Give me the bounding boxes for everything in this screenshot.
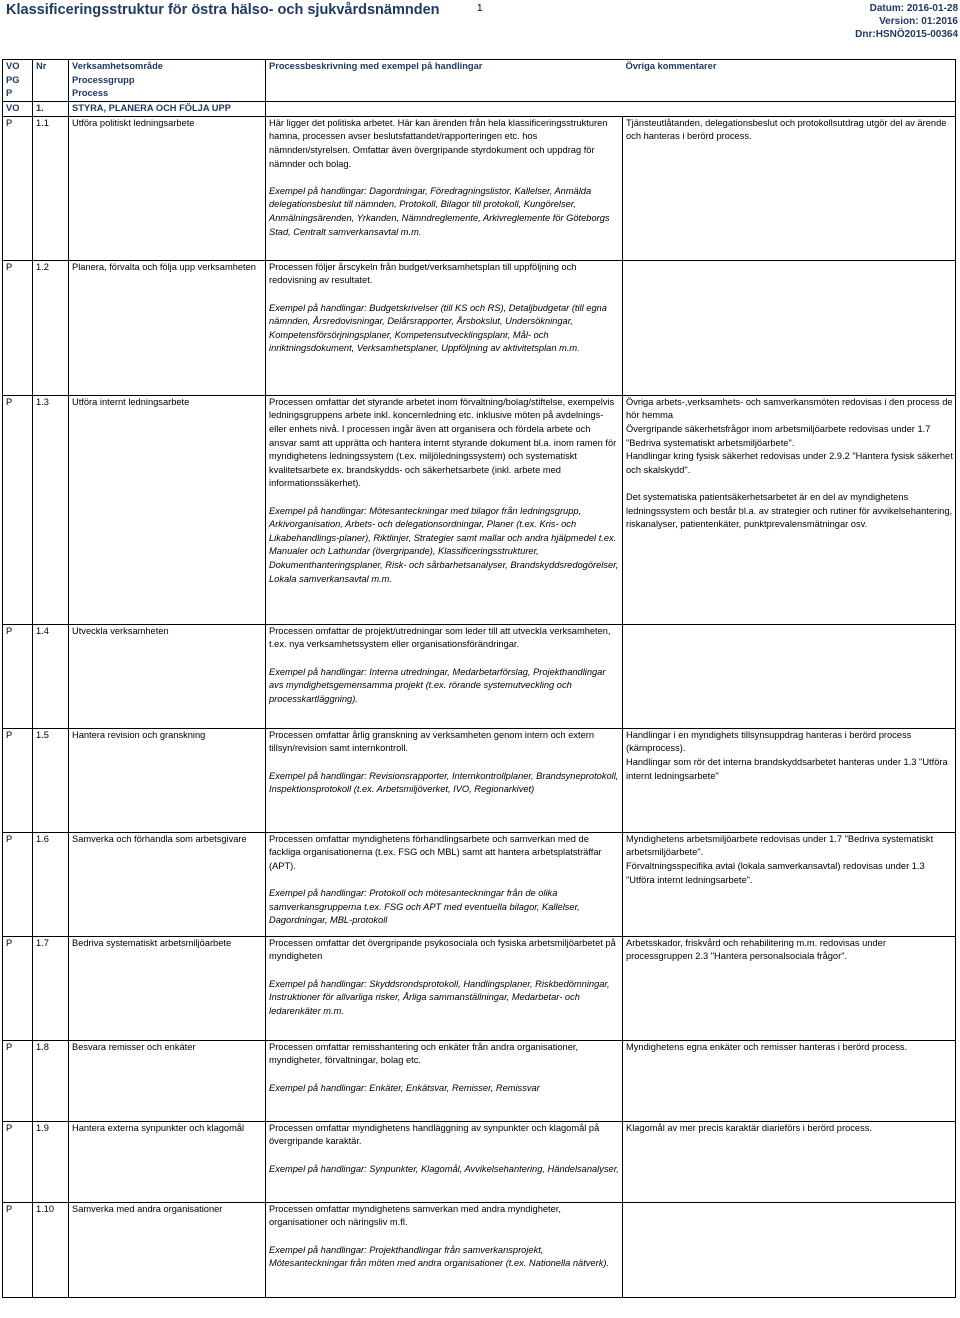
row-level: P xyxy=(3,260,33,395)
comment-paragraph: Förvaltningsspecifika avtal (lokala samverkansavtal) redovisas under 1.3 "Utföra internt ledningsarbete". xyxy=(626,860,925,885)
row-nr: 1.2 xyxy=(33,260,69,395)
process-description: Processen omfattar remisshantering och enkäter från andra organisationer, myndigheter, förvaltningar, bolag etc. xyxy=(269,1041,579,1066)
row-nr: 1.5 xyxy=(33,728,69,832)
comment-paragraph: Handlingar som rör det interna brandskyddsarbetet hanteras under 1.3 "Utföra internt ledningsarbete" xyxy=(626,756,948,781)
document-meta xyxy=(855,2,958,41)
handling-examples: Exempel på handlingar: Mötesanteckningar med bilagor från ledningsgrupp, Arkivorganisation, Arbets- och delegationsordningar, Planer (t.ex. Kris- och Likabehandlings-planer), Riktlinjer, Strategier samt mallar och andra hjälpmedel t.ex. Manualer och Lathundar (övergripande), Klassificeringsstrukturer, Dokumenthanteringsplaner, Risk- och sårbarhetsanalyser, Brandskyddsredogörelser, Lokala samverkansavtal m.m. xyxy=(269,505,619,584)
comment-paragraph: Det systematiska patientsäkerhetsarbetet är en del av myndighetens ledningssystem och består bl.a. av strategier och rutiner för avvikelsehantering, riskanalyser, patientenkäter, punktprevalensmätningar osv. xyxy=(626,491,953,530)
comment-paragraph: Övriga arbets-,verksamhets- och samverkansmöten redovisas i den process de hör hemma xyxy=(626,396,953,421)
table-row xyxy=(3,936,956,1040)
row-description-cell xyxy=(266,624,623,728)
table-row xyxy=(3,1121,956,1202)
section-nr: 1. xyxy=(33,101,69,116)
process-description: Processen omfattar myndighetens samverkan med andra myndigheter, organisationer och näringsliv m.fl. xyxy=(269,1203,561,1228)
row-level: P xyxy=(3,936,33,1040)
row-nr: 1.10 xyxy=(33,1202,69,1297)
process-description: Processen omfattar det övergripande psykosociala och fysiska arbetsmiljöarbetet på myndigheten xyxy=(269,937,616,962)
process-description: Processen omfattar myndighetens förhandlingsarbete och samverkan med de fackliga organisationerna (t.ex. FSG och MBL) samt att hantera arbetsplatsträffar (APT). xyxy=(269,833,602,871)
comment-paragraph: Tjänsteutlåtanden, delegationsbeslut och protokollsutdrag utgör del av ärende och hanteras i berörd process. xyxy=(626,117,947,142)
header-level-cell xyxy=(3,60,33,102)
row-description-cell xyxy=(266,936,623,1040)
process-description: Processen följer årscykeln från budget/verksamhetsplan till uppföljning och redovisning av resultatet. xyxy=(269,261,577,286)
handling-examples: Exempel på handlingar: Revisionsrapporter, Internkontrollplaner, Brandsyneprotokoll, Inspektionsprotokoll (t.ex. Arbetsmiljöverket, IVO, Regionarkivet) xyxy=(269,770,619,795)
row-level: P xyxy=(3,1121,33,1202)
row-process-name: Samverka med andra organisationer xyxy=(69,1202,266,1297)
handling-examples: Exempel på handlingar: Protokoll och mötesanteckningar från de olika samverkansgrupperna t.ex. FSG och APT med eventuella bilagor, Kallelser, Dagordningar, MBL-protokoll xyxy=(269,888,580,926)
row-comments-cell xyxy=(623,832,956,936)
row-nr: 1.1 xyxy=(33,116,69,260)
header-process: Process xyxy=(72,88,109,99)
row-comments-cell xyxy=(623,1040,956,1121)
table-row xyxy=(3,116,956,260)
row-level: P xyxy=(3,1202,33,1297)
row-description-cell xyxy=(266,395,623,624)
row-description-cell xyxy=(266,260,623,395)
table-row xyxy=(3,832,956,936)
handling-examples: Exempel på handlingar: Skyddsrondsprotokoll, Handlingsplaner, Riskbedömningar, Instruktioner för allvarliga risker, Årliga sammanställningar, Medarbetar- och ledarenkäter m.m. xyxy=(269,978,610,1016)
header-nr: Nr xyxy=(33,60,69,102)
comment-paragraph: Övergripande säkerhetsfrågor inom arbetsmiljöarbete redovisas under 1.7 "Bedriva systematiskt arbetsmiljöarbete". xyxy=(626,423,931,448)
page-number: 1 xyxy=(477,3,483,14)
handling-examples: Exempel på handlingar: Synpunkter, Klagomål, Avvikelsehantering, Händelsanalyser, xyxy=(269,1163,619,1174)
process-description: Processen omfattar myndighetens handläggning av synpunkter och klagomål på övergripande karaktär. xyxy=(269,1122,600,1147)
row-description-cell xyxy=(266,1040,623,1121)
comment-paragraph: Handlingar kring fysisk säkerhet redovisas under 2.9.2 "Hantera fysisk säkerhet och skalskydd". xyxy=(626,451,953,475)
table-row xyxy=(3,1202,956,1297)
row-comments-cell xyxy=(623,936,956,1040)
table-row xyxy=(3,1040,956,1121)
handling-examples: Exempel på handlingar: Interna utredningar, Medarbetarförslag, Projekthandlingar avs myndighetsgemensamma projekt (t.ex. rörande systemutveckling och processkartläggning). xyxy=(269,666,606,704)
row-level: P xyxy=(3,395,33,624)
process-description: Processen omfattar det styrande arbetet inom förvaltning/bolag/stiftelse, exempelvis ledningsgruppens arbete inkl. koncernledning etc. inklusive möten på avdelnings- eller enhets nivå. I processen ingår även att organisera och fördela arbete och ansvar samt att upprätta och hantera internt styrande dokument bl.a. inom ramen för myndighetens ledningssystem (t.ex. miljöledningssystem) och systematiskt kvalitetsarbete ex. brandskydds- och säkerhetsarbete (inkl. arbete med informationssäkerhet). xyxy=(269,396,617,489)
row-process-name: Hantera revision och granskning xyxy=(69,728,266,832)
document-title: Klassificeringsstruktur för östra hälso- och sjukvårdsnämnden xyxy=(6,2,440,18)
row-nr: 1.9 xyxy=(33,1121,69,1202)
handling-examples: Exempel på handlingar: Enkäter, Enkätsvar, Remisser, Remissvar xyxy=(269,1082,540,1093)
table-row xyxy=(3,395,956,624)
comment-paragraph: Handlingar i en myndighets tillsynsuppdrag hanteras i berörd process (kärnprocess). xyxy=(626,729,912,754)
header-comments: Övriga kommentarer xyxy=(623,60,956,102)
handling-examples: Exempel på handlingar: Budgetskrivelser (till KS och RS), Detaljbudgetar (till egna nämnden, Årsredovisningar, Delårsrapporter, Årsbokslut, Undersökningar, Kompetensförsörjningsplaner, Kompetensutvecklingsplanr, Mål- och inriktningsdokument, Verksamhetsplaner, Uppföljning av aktivitetsplan m.m. xyxy=(269,302,607,354)
header-area-cell xyxy=(69,60,266,102)
row-nr: 1.6 xyxy=(33,832,69,936)
handling-examples: Exempel på handlingar: Dagordningar, Föredragningslistor, Kallelser, Anmälda delegationsbeslut till nämnden, Protokoll, Bilagor till protokoll, Kungörelser, Anmälningsärenden, Yrkanden, Nämndreglemente, Arkivreglemente för Göteborgs Stad, Centralt samverkansavtal m.m. xyxy=(269,185,610,237)
table-row xyxy=(3,624,956,728)
document-date: Datum: 2016-01-28 xyxy=(869,3,958,14)
row-comments-cell xyxy=(623,624,956,728)
row-comments-cell xyxy=(623,1202,956,1297)
row-process-name: Hantera externa synpunkter och klagomål xyxy=(69,1121,266,1202)
section-title: STYRA, PLANERA OCH FÖLJA UPP xyxy=(69,101,266,116)
classification-table xyxy=(2,59,956,1298)
row-level: P xyxy=(3,832,33,936)
row-description-cell xyxy=(266,1202,623,1297)
section-empty-cell xyxy=(623,101,956,116)
section-empty-cell xyxy=(266,101,623,116)
row-nr: 1.4 xyxy=(33,624,69,728)
row-comments-cell xyxy=(623,395,956,624)
document-version: Version: 01:2016 xyxy=(879,16,958,27)
row-description-cell xyxy=(266,728,623,832)
row-process-name: Samverka och förhandla som arbetsgivare xyxy=(69,832,266,936)
header-processgrupp: Processgrupp xyxy=(72,74,135,85)
row-process-name: Utföra politiskt ledningsarbete xyxy=(69,116,266,260)
table-header-row xyxy=(3,60,956,102)
row-description-cell xyxy=(266,116,623,260)
row-process-name: Utföra internt ledningsarbete xyxy=(69,395,266,624)
row-process-name: Utveckla verksamheten xyxy=(69,624,266,728)
row-process-name: Planera, förvalta och följa upp verksamheten xyxy=(69,260,266,395)
comment-paragraph: Arbetsskador, friskvård och rehabilitering m.m. redovisas under processgruppen 2.3 "Hantera personalsociala frågor". xyxy=(626,937,886,962)
document-dnr: Dnr:HSNÖ2015-00364 xyxy=(855,29,958,40)
row-level: P xyxy=(3,624,33,728)
row-nr: 1.8 xyxy=(33,1040,69,1121)
row-process-name: Besvara remisser och enkäter xyxy=(69,1040,266,1121)
table-row xyxy=(3,728,956,832)
table-row xyxy=(3,260,956,395)
row-comments-cell xyxy=(623,1121,956,1202)
comment-paragraph: Klagomål av mer precis karaktär diarieförs i berörd process. xyxy=(626,1122,872,1133)
header-level-p: P xyxy=(6,88,13,99)
section-row xyxy=(3,101,956,116)
row-description-cell xyxy=(266,832,623,936)
header-level-pg: PG xyxy=(6,74,20,85)
row-nr: 1.7 xyxy=(33,936,69,1040)
comment-paragraph: Myndighetens arbetsmiljöarbete redovisas under 1.7 "Bedriva systematiskt arbetsmiljöarbete". xyxy=(626,833,934,858)
process-description: Processen omfattar årlig granskning av verksamheten genom intern och extern tillsyn/revision samt internkontroll. xyxy=(269,729,595,754)
row-nr: 1.3 xyxy=(33,395,69,624)
header-description: Processbeskrivning med exempel på handlingar xyxy=(266,60,623,102)
row-description-cell xyxy=(266,1121,623,1202)
header-level-vo: VO xyxy=(6,61,20,71)
row-level: P xyxy=(3,116,33,260)
section-level: VO xyxy=(3,101,33,116)
comment-paragraph: Myndighetens egna enkäter och remisser hanteras i berörd process. xyxy=(626,1041,908,1052)
row-comments-cell xyxy=(623,116,956,260)
header-verksamhetsomrade: Verksamhetsområde xyxy=(72,61,163,71)
row-process-name: Bedriva systematiskt arbetsmiljöarbete xyxy=(69,936,266,1040)
handling-examples: Exempel på handlingar: Projekthandlingar från samverkansprojekt, Mötesanteckningar från möten med andra organisationer (t.ex. Nationella nätverk). xyxy=(269,1244,610,1269)
row-comments-cell xyxy=(623,728,956,832)
row-comments-cell xyxy=(623,260,956,395)
row-level: P xyxy=(3,1040,33,1121)
process-description: Processen omfattar de projekt/utredningar som leder till att utveckla verksamheten, t.ex. nya verksamhetssystem eller organisationsförändringar. xyxy=(269,625,611,650)
row-level: P xyxy=(3,728,33,832)
process-description: Här ligger det politiska arbetet. Här kan ärenden från hela klassificeringsstrukturen hamna, processen avser beslutsfattandet/rapporteringen etc. hos nämnden/styrelsen. Omfattar även övergripande styrdokument och uppdrag för nämnder och bolag. xyxy=(269,117,608,169)
